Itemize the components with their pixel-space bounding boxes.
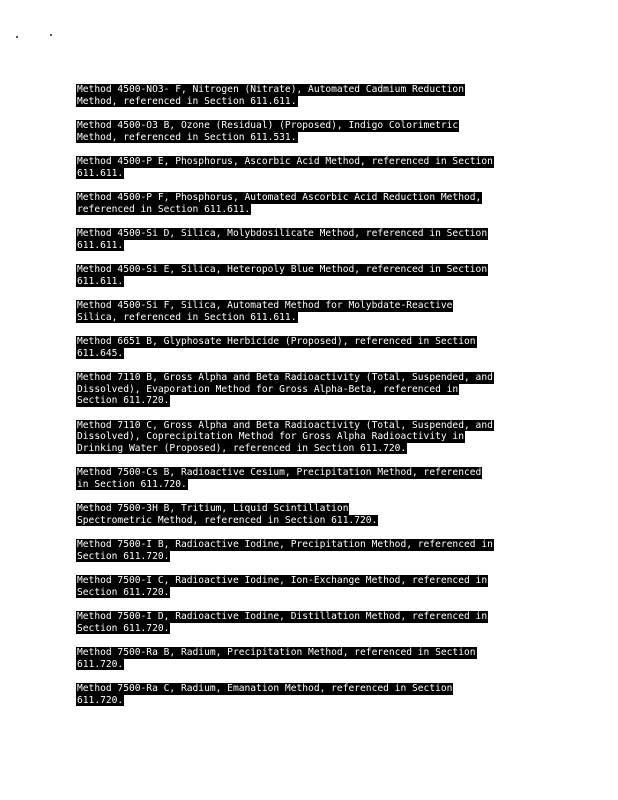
entry-line: Method, referenced in Section 611.531. bbox=[77, 131, 297, 143]
entry-line: Method, referenced in Section 611.611. bbox=[77, 95, 297, 107]
entry-line: Section 611.720. bbox=[77, 550, 170, 562]
entry-line: Method 7500-3H B, Tritium, Liquid Scintillation bbox=[77, 503, 349, 514]
entry-line: Drinking Water (Proposed), referenced in Section 611.720. bbox=[77, 442, 407, 454]
list-item bbox=[76, 575, 546, 598]
list-item bbox=[76, 336, 546, 359]
list-item bbox=[76, 503, 546, 526]
entry-line: Section 611.720. bbox=[77, 395, 170, 406]
entry-line: Dissolved), Coprecipitation Method for Gross Alpha Radioactivity in bbox=[77, 431, 464, 442]
entry-line: Method 6651 B, Glyphosate Herbicide (Proposed), referenced in Section bbox=[77, 336, 476, 347]
list-item bbox=[76, 300, 546, 323]
entry-line: Dissolved), Evaporation Method for Gross Alpha-Beta, referenced in bbox=[77, 383, 459, 395]
entry-line: Method 7110 B, Gross Alpha and Beta Radioactivity (Total, Suspended, and bbox=[77, 372, 493, 383]
list-item bbox=[76, 156, 546, 179]
entry-line: in Section 611.720. bbox=[77, 478, 187, 490]
list-item bbox=[76, 372, 546, 407]
entry-line: Method 4500-P E, Phosphorus, Ascorbic Acid Method, referenced in Section bbox=[77, 156, 493, 167]
entry-line: Spectrometric Method, referenced in Section 611.720. bbox=[77, 514, 378, 526]
entry-line: Method 4500-Si D, Silica, Molybdosilicate Method, referenced in Section bbox=[77, 228, 488, 239]
entry-line: 611.645. bbox=[77, 347, 124, 359]
entry-line: 611.611. bbox=[77, 167, 124, 179]
entry-line: 611.611. bbox=[77, 275, 124, 287]
list-item bbox=[76, 192, 546, 215]
list-item bbox=[76, 647, 546, 670]
scan-marks bbox=[14, 32, 64, 42]
entry-line: Method 7500-Cs B, Radioactive Cesium, Precipitation Method, referenced bbox=[77, 467, 482, 478]
entry-line: Method 4500-O3 B, Ozone (Residual) (Proposed), Indigo Colorimetric bbox=[77, 120, 459, 131]
entry-line: 611.720. bbox=[77, 694, 124, 706]
entry-line: Method 4500-Si F, Silica, Automated Method for Molybdate-Reactive bbox=[77, 300, 453, 311]
entry-line: Method 7500-I D, Radioactive Iodine, Distillation Method, referenced in bbox=[77, 611, 488, 622]
list-item bbox=[76, 120, 546, 143]
entry-line: Method 7500-I B, Radioactive Iodine, Precipitation Method, referenced in bbox=[77, 539, 493, 550]
entry-line: Silica, referenced in Section 611.611. bbox=[77, 311, 297, 323]
list-item bbox=[76, 264, 546, 287]
entry-line: Section 611.720. bbox=[77, 622, 170, 634]
entry-line: Method 7110 C, Gross Alpha and Beta Radioactivity (Total, Suspended, and bbox=[77, 419, 493, 431]
scan-dot bbox=[50, 34, 52, 36]
list-item bbox=[76, 84, 546, 107]
list-item bbox=[76, 228, 546, 251]
list-item bbox=[76, 683, 546, 706]
entry-line: Section 611.720. bbox=[77, 586, 170, 598]
entry-line: Method 4500-Si E, Silica, Heteropoly Blue Method, referenced in Section bbox=[77, 264, 488, 275]
reference-list bbox=[76, 84, 546, 719]
list-item bbox=[76, 539, 546, 562]
entry-line: Method 7500-Ra C, Radium, Emanation Method, referenced in Section bbox=[77, 683, 453, 694]
entry-line: 611.611. bbox=[77, 239, 124, 251]
list-item bbox=[76, 611, 546, 634]
entry-line: 611.720. bbox=[77, 658, 124, 670]
entry-line: referenced in Section 611.611. bbox=[77, 203, 251, 215]
entry-line: Method 7500-I C, Radioactive Iodine, Ion-Exchange Method, referenced in bbox=[77, 575, 488, 586]
list-item bbox=[76, 420, 546, 455]
entry-line: Method 4500-NO3- F, Nitrogen (Nitrate), Automated Cadmium Reduction bbox=[77, 84, 464, 95]
scan-dot bbox=[16, 36, 18, 38]
entry-line: Method 4500-P F, Phosphorus, Automated Ascorbic Acid Reduction Method, bbox=[77, 192, 482, 203]
list-item bbox=[76, 467, 546, 490]
entry-line: Method 7500-Ra B, Radium, Precipitation Method, referenced in Section bbox=[77, 647, 476, 658]
